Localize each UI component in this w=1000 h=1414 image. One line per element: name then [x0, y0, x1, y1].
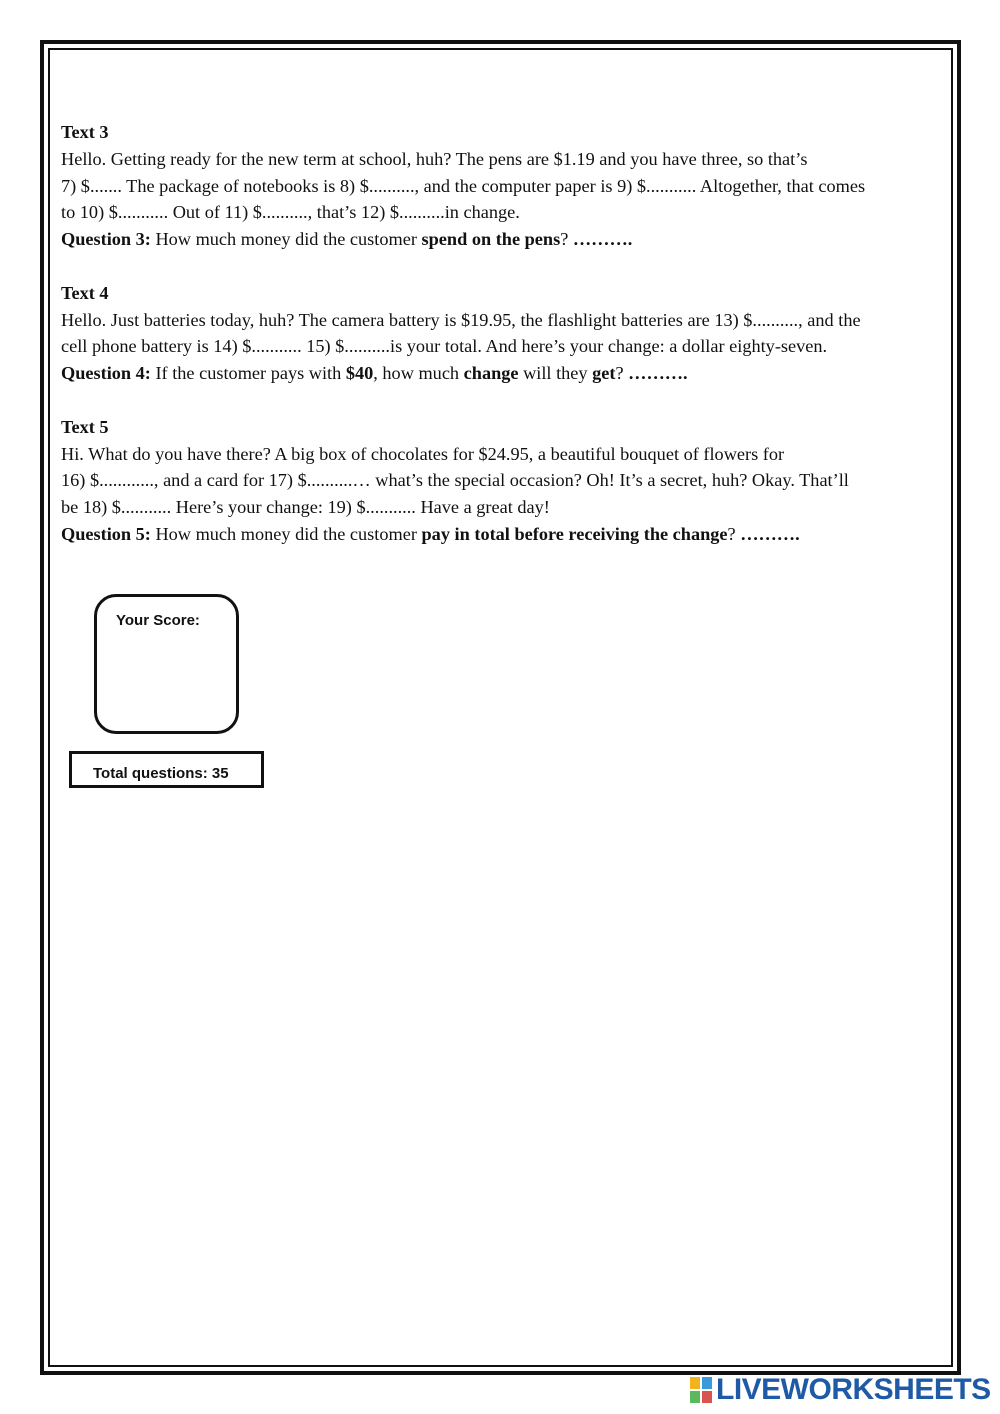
logo-text: LIVEWORKSHEETS — [716, 1373, 991, 1406]
text4-line-2: cell phone battery is 14) $........... 15) $..........is your total. And here’s your change: a dollar eighty-seven. — [61, 336, 828, 357]
question-5-emphasis: pay in total before receiving the change — [421, 523, 728, 544]
text3-heading: Text 3 — [61, 122, 109, 142]
question-3-text: ? — [560, 229, 573, 250]
question-4-label: Question 4: — [61, 363, 151, 384]
question-5-answer-blank[interactable]: ………. — [740, 523, 800, 544]
question-3-emphasis: spend on the pens — [421, 229, 561, 250]
text5-line-3: be 18) $........... Here’s your change: 19) $........... Have a great day! — [61, 497, 550, 518]
text3-line-1: Hello. Getting ready for the new term at school, huh? The pens are $1.19 and you have three, so that’s — [61, 148, 808, 169]
text3-line-2: 7) $....... The package of notebooks is 8) $.........., and the computer paper is 9) $........... Altogether, that comes — [61, 175, 866, 196]
score-box — [94, 594, 239, 734]
question-4-text: If the customer pays with — [150, 363, 346, 384]
question-4-answer-blank[interactable]: ………. — [628, 363, 688, 384]
question-5-label: Question 5: — [61, 523, 151, 544]
liveworksheets-logo — [690, 1372, 991, 1408]
question-4-text: , how much — [373, 363, 464, 384]
question-4-text: will they — [518, 363, 593, 384]
worksheet-content — [61, 119, 953, 548]
question-3 — [61, 226, 953, 253]
total-questions-label: Total questions: 35 — [93, 765, 229, 782]
question-5-text: ? — [727, 523, 741, 544]
text3-line-3: to 10) $........... Out of 11) $.........., that’s 12) $..........in change. — [61, 202, 520, 223]
question-3-label: Question 3: — [61, 229, 151, 250]
question-4-emphasis: change — [463, 363, 519, 384]
question-4 — [61, 360, 953, 387]
question-5 — [61, 521, 953, 548]
text4-line-1: Hello. Just batteries today, huh? The camera battery is $19.95, the flashlight batteries are 13) $.........., and the — [61, 309, 861, 330]
question-3-answer-blank[interactable]: ………. — [572, 229, 633, 250]
question-5-text: How much money did the customer — [150, 523, 422, 544]
text5-heading: Text 5 — [61, 416, 109, 437]
question-4-emphasis: get — [592, 363, 616, 384]
total-questions-box — [69, 751, 264, 788]
score-label: Your Score: — [116, 612, 200, 629]
text4-heading: Text 4 — [61, 282, 109, 303]
text5-line-2: 16) $............, and a card for 17) $..........… what’s the special occasion? Oh! It’s a secret, huh? Okay. That’ll — [61, 470, 849, 491]
question-4-emphasis: $40 — [345, 363, 374, 384]
text5-line-1: Hi. What do you have there? A big box of chocolates for $24.95, a beautiful bouquet of flowers for — [61, 443, 785, 464]
question-3-text: How much money did the customer — [150, 229, 422, 250]
liveworksheets-logo-icon — [690, 1377, 712, 1403]
question-4-text: ? — [615, 363, 629, 384]
